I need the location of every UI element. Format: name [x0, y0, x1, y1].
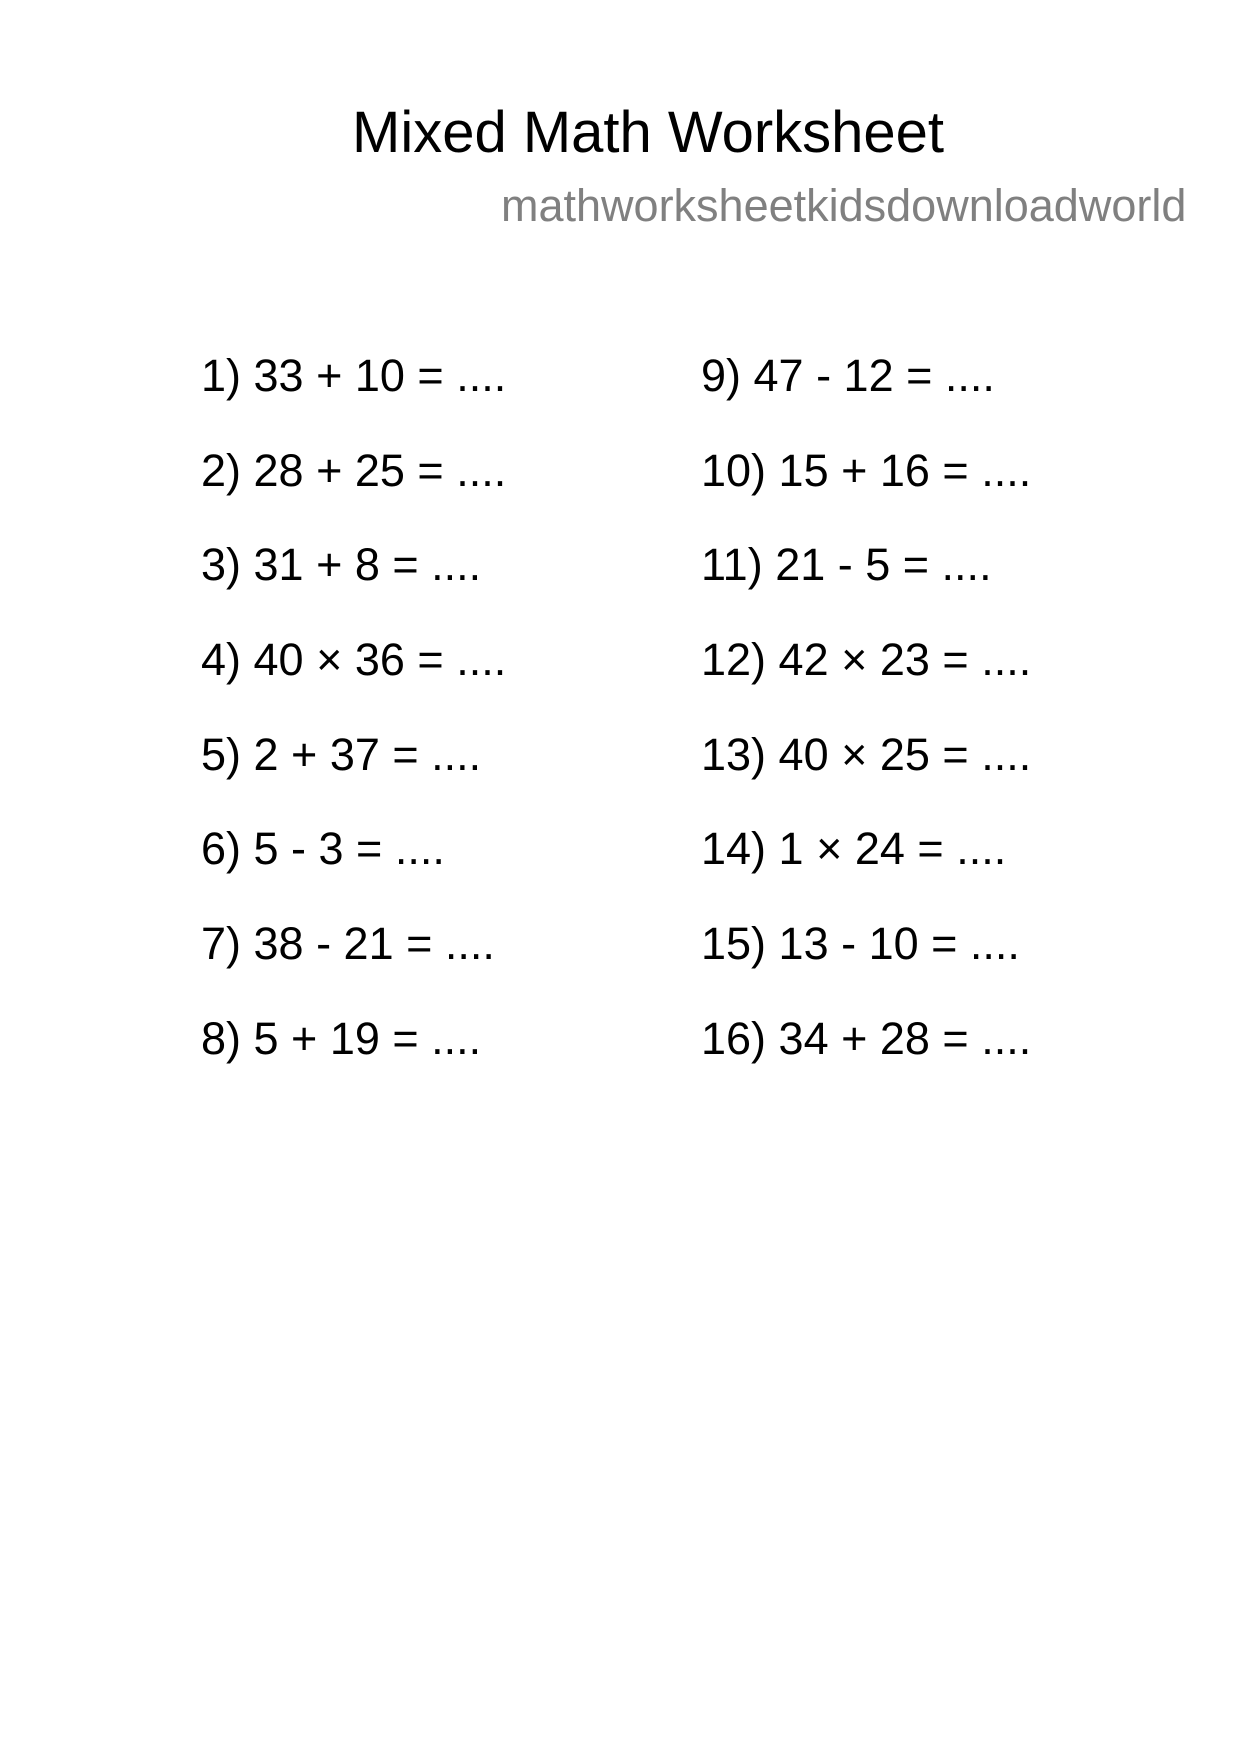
problem-2: 2) 28 + 25 = .... [201, 444, 507, 496]
problem-12: 12) 42 × 23 = .... [701, 634, 1032, 686]
problem-4: 4) 40 × 36 = .... [201, 634, 507, 686]
problem-16: 16) 34 + 28 = .... [701, 1012, 1032, 1064]
problem-8: 8) 5 + 19 = .... [201, 1012, 482, 1064]
problem-5: 5) 2 + 37 = .... [201, 728, 482, 780]
worksheet-source-watermark: mathworksheetkidsdownloadworld [501, 180, 1187, 231]
problem-9: 9) 47 - 12 = .... [701, 350, 995, 401]
problem-3: 3) 31 + 8 = .... [201, 539, 482, 591]
problem-13: 13) 40 × 25 = .... [701, 728, 1032, 780]
problem-15: 15) 13 - 10 = .... [701, 918, 1020, 970]
problem-7: 7) 38 - 21 = .... [201, 918, 495, 970]
problem-column-left [201, 350, 506, 1108]
problem-11: 11) 21 - 5 = .... [701, 539, 992, 591]
worksheet-title: Mixed Math Worksheet [352, 100, 945, 165]
problem-1: 1) 33 + 10 = .... [201, 350, 507, 401]
problem-10: 10) 15 + 16 = .... [701, 444, 1032, 496]
problem-column-right [701, 350, 1031, 1108]
problem-6: 6) 5 - 3 = .... [201, 823, 445, 875]
problem-14: 14) 1 × 24 = .... [701, 823, 1007, 875]
